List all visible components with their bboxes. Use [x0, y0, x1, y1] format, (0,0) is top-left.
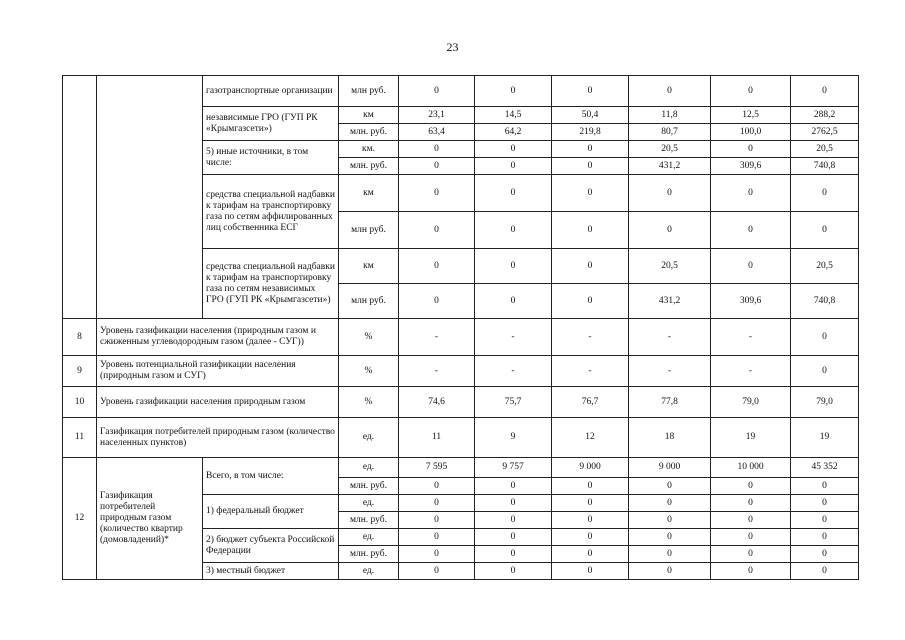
value-cell: 0: [399, 212, 475, 249]
value-cell: 18: [629, 418, 711, 458]
value-cell: -: [711, 356, 791, 387]
value-cell: 9: [475, 418, 552, 458]
unit-cell: млн руб.: [339, 212, 399, 249]
row-label: независимые ГРО (ГУП РК «Крымгазсети»): [203, 107, 339, 141]
unit-cell: ед.: [339, 529, 399, 546]
row-number: 10: [63, 387, 97, 418]
unit-cell: %: [339, 356, 399, 387]
value-cell: 9 000: [629, 458, 711, 478]
row-label: 5) иные источники, в том числе:: [203, 141, 339, 175]
value-cell: 0: [552, 529, 629, 546]
value-cell: 0: [399, 158, 475, 175]
value-cell: 0: [791, 356, 859, 387]
value-cell: 0: [711, 141, 791, 158]
value-cell: 0: [475, 546, 552, 563]
value-cell: 64,2: [475, 124, 552, 141]
value-cell: 0: [475, 249, 552, 284]
value-cell: -: [475, 356, 552, 387]
value-cell: 309,6: [711, 284, 791, 319]
value-cell: 0: [629, 512, 711, 529]
value-cell: 0: [475, 212, 552, 249]
value-cell: 76,7: [552, 387, 629, 418]
value-cell: 0: [399, 495, 475, 512]
value-cell: 19: [711, 418, 791, 458]
row-label: Газификация потребителей природным газом (количество квартир (домовладений)*: [97, 458, 203, 580]
value-cell: 0: [552, 546, 629, 563]
value-cell: 0: [552, 512, 629, 529]
value-cell: 20,5: [629, 141, 711, 158]
gasification-table: [62, 75, 859, 580]
value-cell: 0: [711, 478, 791, 495]
value-cell: 14,5: [475, 107, 552, 124]
value-cell: 0: [475, 76, 552, 107]
value-cell: 0: [791, 212, 859, 249]
table-row: [63, 319, 859, 356]
value-cell: 0: [399, 512, 475, 529]
value-cell: 0: [552, 478, 629, 495]
value-cell: 0: [791, 319, 859, 356]
value-cell: 79,0: [791, 387, 859, 418]
unit-cell: млн. руб.: [339, 158, 399, 175]
sub-row-label: 1) федеральный бюджет: [203, 495, 339, 529]
value-cell: 0: [399, 284, 475, 319]
row-label: газотранспортные организации: [203, 76, 339, 107]
value-cell: 0: [629, 546, 711, 563]
row-label: Уровень потенциальной газификации населения (природным газом и СУГ): [97, 356, 339, 387]
value-cell: 0: [399, 175, 475, 212]
value-cell: 9 757: [475, 458, 552, 478]
table-row: [63, 387, 859, 418]
value-cell: 23,1: [399, 107, 475, 124]
value-cell: 0: [629, 175, 711, 212]
value-cell: 0: [399, 546, 475, 563]
value-cell: 0: [629, 478, 711, 495]
value-cell: 0: [791, 563, 859, 580]
value-cell: 0: [711, 495, 791, 512]
value-cell: 0: [791, 495, 859, 512]
value-cell: 0: [552, 212, 629, 249]
value-cell: 0: [552, 141, 629, 158]
value-cell: 0: [791, 529, 859, 546]
value-cell: 0: [399, 141, 475, 158]
unit-cell: км: [339, 249, 399, 284]
value-cell: 100,0: [711, 124, 791, 141]
value-cell: -: [399, 319, 475, 356]
value-cell: 219,8: [552, 124, 629, 141]
value-cell: -: [711, 319, 791, 356]
value-cell: 0: [399, 76, 475, 107]
value-cell: 0: [629, 529, 711, 546]
unit-cell: км: [339, 107, 399, 124]
value-cell: -: [629, 356, 711, 387]
unit-cell: ед.: [339, 458, 399, 478]
row-label: средства специальной надбавки к тарифам на транспортировку газа по сетям независимых ГРО (ГУП РК «Крымгазсети»): [203, 249, 339, 319]
unit-cell: млн руб.: [339, 284, 399, 319]
value-cell: 0: [399, 529, 475, 546]
unit-cell: млн. руб.: [339, 478, 399, 495]
empty-cell: [97, 76, 203, 319]
value-cell: -: [552, 356, 629, 387]
unit-cell: км.: [339, 141, 399, 158]
value-cell: 0: [711, 76, 791, 107]
value-cell: -: [552, 319, 629, 356]
unit-cell: %: [339, 319, 399, 356]
value-cell: 0: [475, 284, 552, 319]
unit-cell: млн руб.: [339, 76, 399, 107]
unit-cell: млн. руб.: [339, 546, 399, 563]
value-cell: 0: [475, 158, 552, 175]
value-cell: 0: [629, 563, 711, 580]
value-cell: 10 000: [711, 458, 791, 478]
value-cell: 0: [791, 546, 859, 563]
value-cell: 0: [552, 76, 629, 107]
value-cell: -: [399, 356, 475, 387]
value-cell: 0: [475, 175, 552, 212]
value-cell: -: [629, 319, 711, 356]
value-cell: 0: [552, 563, 629, 580]
value-cell: 0: [629, 212, 711, 249]
value-cell: 0: [711, 175, 791, 212]
value-cell: 11,8: [629, 107, 711, 124]
value-cell: 20,5: [791, 141, 859, 158]
value-cell: 19: [791, 418, 859, 458]
value-cell: 0: [552, 249, 629, 284]
value-cell: 431,2: [629, 284, 711, 319]
value-cell: 0: [399, 249, 475, 284]
sub-row-label: Всего, в том числе:: [203, 458, 339, 495]
value-cell: 80,7: [629, 124, 711, 141]
table-row: [63, 418, 859, 458]
value-cell: 0: [475, 512, 552, 529]
row-label: Газификация потребителей природным газом (количество населенных пунктов): [97, 418, 339, 458]
value-cell: 0: [629, 495, 711, 512]
row-label: средства специальной надбавки к тарифам на транспортировку газа по сетям аффилированных лиц собственника ЕСГ: [203, 175, 339, 249]
value-cell: 0: [711, 212, 791, 249]
value-cell: 0: [711, 512, 791, 529]
value-cell: 75,7: [475, 387, 552, 418]
value-cell: 740,8: [791, 284, 859, 319]
value-cell: 0: [552, 495, 629, 512]
unit-cell: ед.: [339, 563, 399, 580]
table-row: [63, 76, 859, 107]
unit-cell: км: [339, 175, 399, 212]
value-cell: 0: [711, 563, 791, 580]
value-cell: 309,6: [711, 158, 791, 175]
value-cell: 0: [475, 563, 552, 580]
value-cell: 0: [399, 563, 475, 580]
value-cell: 0: [791, 175, 859, 212]
value-cell: 0: [711, 529, 791, 546]
unit-cell: %: [339, 387, 399, 418]
value-cell: 0: [552, 158, 629, 175]
value-cell: -: [475, 319, 552, 356]
sub-row-label: 2) бюджет субъекта Российской Федерации: [203, 529, 339, 563]
row-number: 12: [63, 458, 97, 580]
value-cell: 0: [552, 284, 629, 319]
value-cell: 0: [791, 512, 859, 529]
value-cell: 0: [475, 141, 552, 158]
value-cell: 0: [791, 76, 859, 107]
table-row: [63, 458, 859, 478]
value-cell: 20,5: [629, 249, 711, 284]
value-cell: 12: [552, 418, 629, 458]
unit-cell: млн. руб.: [339, 124, 399, 141]
sub-row-label: 3) местный бюджет: [203, 563, 339, 580]
value-cell: 0: [475, 478, 552, 495]
value-cell: 0: [475, 495, 552, 512]
value-cell: 79,0: [711, 387, 791, 418]
value-cell: 63,4: [399, 124, 475, 141]
row-number: 9: [63, 356, 97, 387]
unit-cell: ед.: [339, 418, 399, 458]
value-cell: 0: [711, 546, 791, 563]
value-cell: 0: [475, 529, 552, 546]
value-cell: 288,2: [791, 107, 859, 124]
value-cell: 45 352: [791, 458, 859, 478]
table-row: [63, 356, 859, 387]
value-cell: 9 000: [552, 458, 629, 478]
page-number: 23: [446, 40, 459, 54]
value-cell: 20,5: [791, 249, 859, 284]
row-label: Уровень газификации населения (природным газом и сжиженным углеводородным газом (далее - СУГ)): [97, 319, 339, 356]
row-number: 11: [63, 418, 97, 458]
value-cell: 11: [399, 418, 475, 458]
value-cell: 0: [629, 76, 711, 107]
unit-cell: ед.: [339, 495, 399, 512]
value-cell: 12,5: [711, 107, 791, 124]
value-cell: 74,6: [399, 387, 475, 418]
value-cell: 77,8: [629, 387, 711, 418]
value-cell: 7 595: [399, 458, 475, 478]
value-cell: 0: [791, 478, 859, 495]
empty-cell: [63, 76, 97, 319]
value-cell: 0: [711, 249, 791, 284]
value-cell: 0: [399, 478, 475, 495]
value-cell: 2762,5: [791, 124, 859, 141]
value-cell: 50,4: [552, 107, 629, 124]
unit-cell: млн. руб.: [339, 512, 399, 529]
row-number: 8: [63, 319, 97, 356]
value-cell: 431,2: [629, 158, 711, 175]
value-cell: 740,8: [791, 158, 859, 175]
row-label: Уровень газификации населения природным газом: [97, 387, 339, 418]
value-cell: 0: [552, 175, 629, 212]
